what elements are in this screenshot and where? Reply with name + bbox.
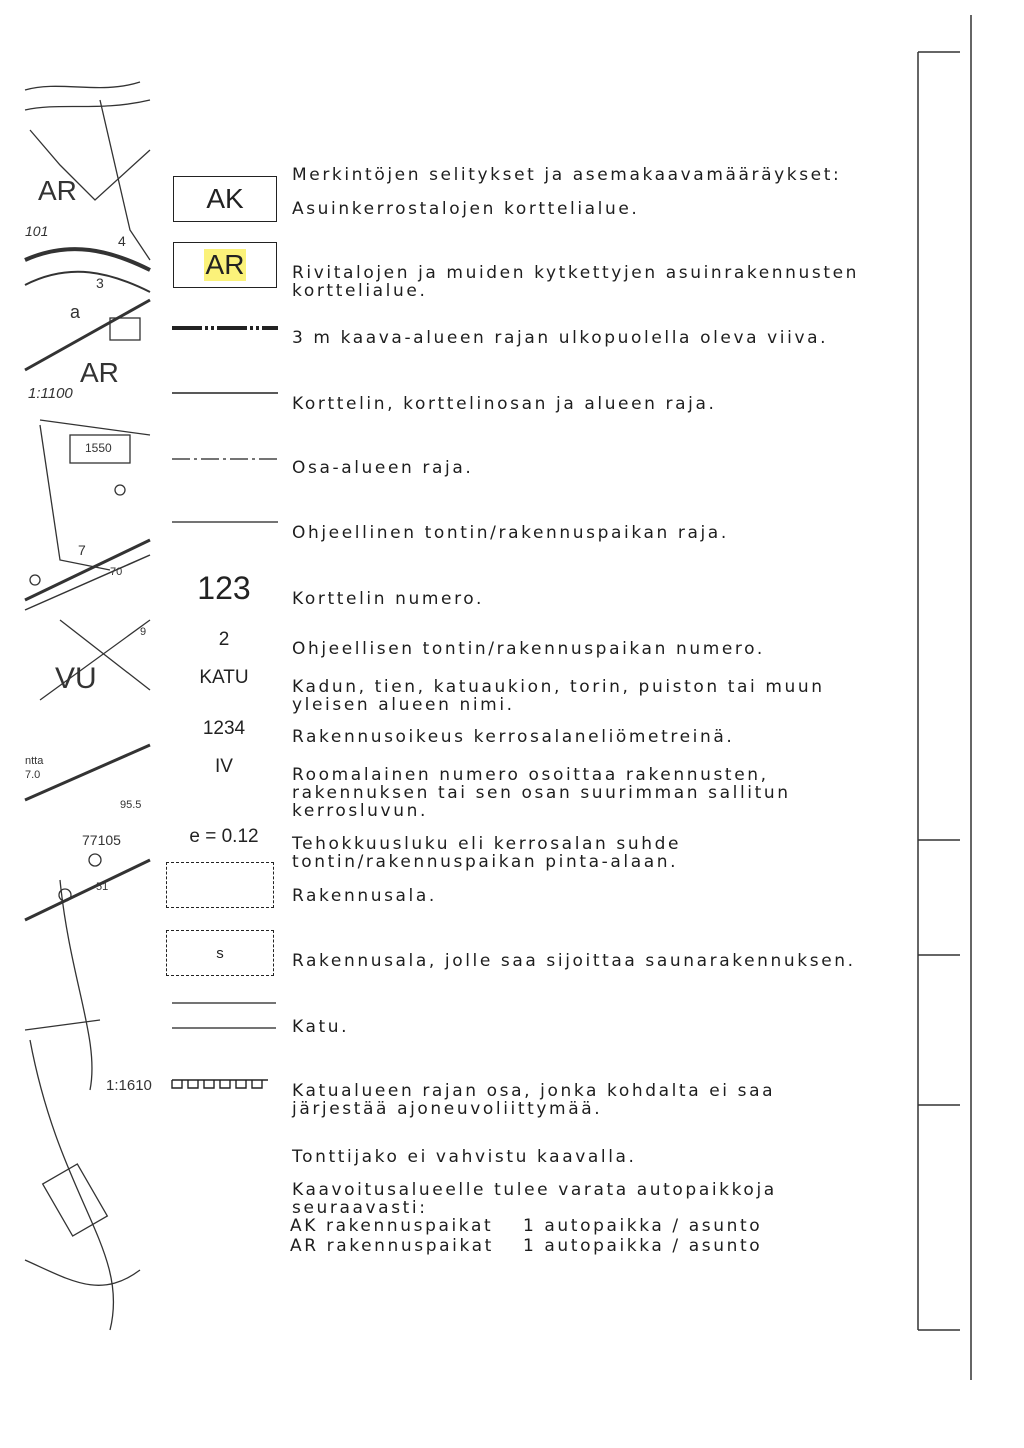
- symbol-sauna-area: [166, 930, 274, 976]
- map-label: 7: [78, 542, 86, 558]
- line-no-access: [172, 1080, 268, 1088]
- map-label: 7.0: [25, 769, 41, 781]
- symbol-floor-area: 1234: [202, 718, 246, 739]
- legend-heading: Merkintöjen selitykset ja asemakaavamääräykset:: [292, 165, 842, 185]
- map-road: [25, 745, 150, 800]
- symbol-ar-label: AR: [205, 249, 245, 280]
- map-road: [25, 272, 150, 292]
- map-label: 95.5: [120, 799, 142, 811]
- legend-item-text: Ohjeellisen tontin/rakennuspaikan numero.: [292, 639, 765, 659]
- map-line: [60, 880, 92, 1090]
- legend-item-text: Ohjeellinen tontin/rakennuspaikan raja.: [292, 523, 729, 543]
- title-block-frame: [900, 0, 1024, 1448]
- map-label: 1550: [85, 441, 112, 455]
- parking-value-ar: [523, 1236, 762, 1256]
- map-label: ntta: [25, 755, 44, 767]
- map-line: [25, 1260, 140, 1285]
- symbol-sauna-label: s: [216, 944, 224, 962]
- map-label: 1:1100: [28, 385, 73, 402]
- symbol-street-name: KATU: [199, 667, 249, 688]
- legend-item-text: 3 m kaava-alueen rajan ulkopuolella oleva viiva.: [292, 328, 829, 348]
- legend-item-text: Korttelin numero.: [292, 589, 484, 609]
- map-tree: [30, 575, 40, 585]
- map-label: 70: [110, 566, 123, 578]
- symbol-building-area: [166, 862, 274, 908]
- parking-value: 1 autopaikka / asunto: [523, 1236, 763, 1256]
- map-tree: [89, 854, 101, 866]
- map-fragment: [0, 0, 160, 1448]
- legend-item-text: Tehokkuusluku eli kerrosalan suhde tontin/rakennuspaikan pinta-alaan.: [292, 834, 682, 872]
- legend-item-text: Korttelin, korttelinosan ja alueen raja.: [292, 394, 717, 414]
- note-plot-division: Tonttijako ei vahvistu kaavalla.: [292, 1147, 637, 1167]
- parking-value-ak: [523, 1216, 762, 1236]
- parking-row-ar: [290, 1236, 494, 1256]
- map-label: 77105: [82, 832, 121, 848]
- map-label: 3: [96, 275, 104, 291]
- map-road: [25, 860, 150, 920]
- legend-item-text: Rakennusala.: [292, 886, 437, 906]
- map-tree: [115, 485, 125, 495]
- parking-zone: AR rakennuspaikat: [290, 1236, 494, 1256]
- map-label: 4: [118, 233, 126, 249]
- legend-item-text: Osa-alueen raja.: [292, 458, 474, 478]
- symbol-efficiency: e = 0.12: [189, 826, 259, 847]
- note-parking: Kaavoitusalueelle tulee varata autopaikkoja seuraavasti:: [292, 1180, 777, 1218]
- symbol-floor-count: IV: [215, 756, 233, 777]
- legend-item-text: Rivitalojen ja muiden kytkettyjen asuinrakennusten korttelialue.: [292, 263, 860, 301]
- legend-item-text: Rakennusoikeus kerrosalaneliömetreinä.: [292, 727, 735, 747]
- map-boundary: [25, 540, 150, 600]
- map-contour: [25, 100, 150, 110]
- legend-item-text: Asuinkerrostalojen korttelialue.: [292, 199, 640, 219]
- legend-item-text: Roomalainen numero osoittaa rakennusten, rakennuksen tai sen osan suurimman sallitun kerrosluvun.: [292, 765, 791, 821]
- map-building: [43, 1164, 108, 1236]
- legend-item-text: Kadun, tien, katuaukion, torin, puiston tai muun yleisen alueen nimi.: [292, 677, 825, 715]
- symbol-plot-number: 2: [218, 629, 230, 650]
- symbol-ak-label: AK: [206, 183, 244, 214]
- map-label: 101: [25, 223, 49, 239]
- map-boundary: [25, 555, 150, 610]
- symbol-ak: [173, 176, 277, 222]
- symbol-block-number: 123: [197, 570, 251, 606]
- map-label: 9: [140, 626, 147, 638]
- map-label: VU: [55, 662, 97, 695]
- parking-value: 1 autopaikka / asunto: [523, 1216, 763, 1236]
- symbol-ar: [173, 242, 277, 288]
- legend-item-text: Katualueen rajan osa, jonka kohdalta ei saa järjestää ajoneuvoliittymää.: [292, 1081, 776, 1119]
- legend-item-text: Katu.: [292, 1017, 350, 1037]
- map-label: 51: [96, 881, 109, 893]
- parking-row-ak: [290, 1216, 493, 1236]
- map-road: [25, 249, 150, 270]
- map-line: [25, 1020, 100, 1030]
- parking-zone: AK rakennuspaikat: [290, 1216, 494, 1236]
- map-label: AR: [80, 357, 119, 388]
- map-contour: [25, 82, 140, 90]
- map-label: 1:1610: [106, 1077, 152, 1094]
- legend-item-text: Rakennusala, jolle saa sijoittaa saunarakennuksen.: [292, 951, 856, 971]
- map-label: AR: [38, 175, 77, 206]
- map-label: a: [70, 302, 81, 322]
- map-boundary: [40, 420, 150, 435]
